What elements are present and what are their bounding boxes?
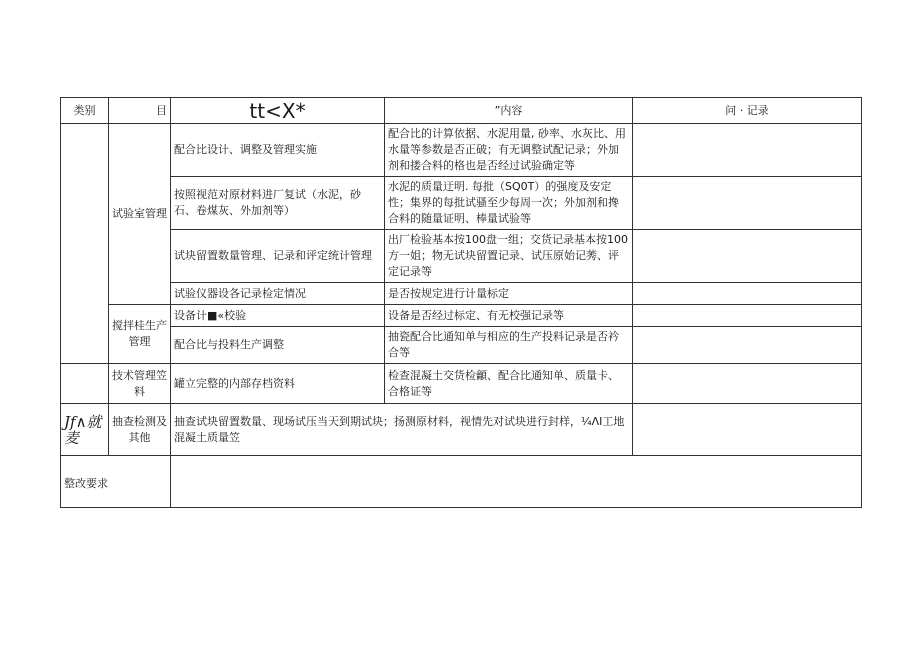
header-check: tt<X* [171, 98, 385, 124]
sub-item: 设备计■«校验 [171, 305, 385, 327]
check-content: 水泥的质量迂明. 每批（SQ0T）的强度及安定性；集界的每批试骚至少每周一次；外加剂和搀合料的随量证明、棒量试验等 [385, 177, 633, 230]
header-content: ”内容 [385, 98, 633, 124]
spot-check-category: Jf∧就麦 [61, 404, 109, 456]
category-cell [61, 364, 109, 404]
inspection-table [60, 97, 862, 508]
table-row [61, 283, 862, 305]
table-row [61, 327, 862, 364]
item-lab-management: 试验室管理 [109, 124, 171, 305]
sub-item: 试块留置数量管理、记录和评定统计管理 [171, 230, 385, 283]
sub-item: 配合比设计、调整及管理实施 [171, 124, 385, 177]
table-row [61, 124, 862, 177]
table-row [61, 230, 862, 283]
sub-item: 按照视范对原材料进厂复试（水泥，砂石、卷煤灰、外加剂等） [171, 177, 385, 230]
record-cell [633, 230, 862, 283]
item-tech-management: 技术管理笠料 [109, 364, 171, 404]
check-content: 抽瓷配合比通知单与相应的生产投料记录是否衿合等 [385, 327, 633, 364]
spot-check-row [61, 404, 862, 456]
check-content: 检查混凝土交货检龥、配合比通知单、质量卡、合格证等 [385, 364, 633, 404]
header-item: 目 [109, 98, 171, 124]
header-record: 问 · 记录 [633, 98, 862, 124]
header-category: 类别 [61, 98, 109, 124]
check-content: 配合比的计算依据、水泥用量, 砂率、水灰比、用水量等参数是否正破；有无调整试配记录；外加剂和搂合料的格也是否经过试验确定等 [385, 124, 633, 177]
sub-item: 试验仪器设各记录检定情况 [171, 283, 385, 305]
header-row [61, 98, 862, 124]
check-content: 是否按规定进行计量标定 [385, 283, 633, 305]
check-content: 设备是否经过标定、有无校强记录等 [385, 305, 633, 327]
sub-item: 配合比与投料生产调整 [171, 327, 385, 364]
rectify-row [61, 456, 862, 508]
check-content: 出厂检验基本按100盘一组；交货记录基本按100方一姐；物无试块留置记录、试压原始记莠、评定记录等 [385, 230, 633, 283]
item-mixing-management: 搅拌桂生产管理 [109, 305, 171, 364]
record-cell [633, 305, 862, 327]
table-row [61, 364, 862, 404]
rectify-value [171, 456, 862, 508]
category-cell [61, 124, 109, 364]
record-cell [633, 124, 862, 177]
table-row [61, 305, 862, 327]
sub-item: 罐立完整的内部存档资料 [171, 364, 385, 404]
spot-check-record [633, 404, 862, 456]
rectify-label: 整改要求 [61, 456, 171, 508]
record-cell [633, 177, 862, 230]
record-cell [633, 364, 862, 404]
record-cell [633, 283, 862, 305]
record-cell [633, 327, 862, 364]
spot-check-content: 抽查试块留置数量、现场试压当天到期试块；扬测原材料，视情先对试块进行封样，¼ΛΙ工地混凝土质量笠 [171, 404, 633, 456]
spot-check-item: 抽查检测及其他 [109, 404, 171, 456]
table-row [61, 177, 862, 230]
